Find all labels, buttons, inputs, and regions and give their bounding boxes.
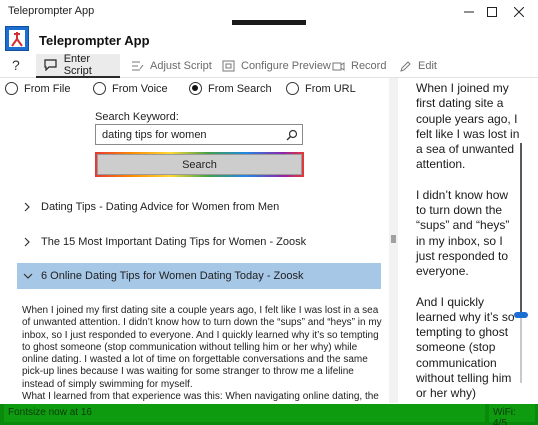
status-message: Fontsize now at 16 bbox=[4, 404, 485, 422]
result-item[interactable] bbox=[17, 229, 381, 255]
script-source-pane bbox=[0, 78, 389, 403]
chevron-right-icon bbox=[23, 202, 41, 212]
tab-record[interactable] bbox=[331, 54, 386, 78]
radio-indicator bbox=[93, 82, 106, 95]
wifi-status: WiFi: 4/5 bbox=[489, 404, 535, 422]
tab-label: Edit bbox=[418, 60, 437, 72]
radio-from-url[interactable] bbox=[286, 82, 356, 95]
radio-label: From Voice bbox=[112, 82, 168, 95]
record-icon bbox=[331, 60, 345, 72]
chat-icon bbox=[44, 59, 58, 71]
article-body: When I joined my first dating site a couple years ago, I felt like I was lost in a sea of unwanted attention. I didn’t know how to turn down the “sups” and “heys” in my inbox, so I just responded to everyone. And I quickly learned why it’s so tempting to ghost someone (stop communication without telling him or her why) while online dating. I wasted a lot of time on forgettable conversations and the same pick-up lines because I was waiting for some stranger to throw me a lifeline instead of simply swimming for myself. bbox=[22, 305, 382, 390]
teleprompter-preview bbox=[406, 78, 532, 403]
search-keyword-label: Search Keyword: bbox=[95, 111, 179, 123]
article-tail: What I learned from that experience was this: When navigating online dating, the bbox=[22, 391, 379, 403]
radio-from-file[interactable] bbox=[5, 82, 70, 95]
radio-indicator bbox=[189, 82, 202, 95]
radio-label: From File bbox=[24, 82, 71, 95]
preview-paragraph: I didn’t know how to turn down the “sups” and “heys” in my inbox, so I just responded to everyone. bbox=[416, 187, 510, 279]
chevron-right-icon bbox=[23, 237, 41, 247]
tab-label: Record bbox=[351, 60, 387, 72]
radio-indicator bbox=[5, 82, 18, 95]
list-edit-icon bbox=[130, 60, 144, 72]
window-titlebar[interactable] bbox=[0, 0, 538, 24]
tab-label: Configure Preview bbox=[241, 60, 331, 72]
tab-configure-preview[interactable] bbox=[221, 54, 331, 78]
pencil-icon bbox=[398, 60, 412, 72]
left-pane-scrollbar[interactable] bbox=[389, 78, 398, 403]
tab-adjust-script[interactable] bbox=[130, 54, 212, 78]
slider-thumb[interactable] bbox=[514, 312, 528, 318]
radio-label: From Search bbox=[208, 82, 272, 95]
preview-icon bbox=[221, 60, 235, 72]
preview-paragraph: And I quickly learned why it’s so tempting to ghost someone (stop communication without telling him or her why) bbox=[416, 294, 515, 401]
radio-indicator bbox=[286, 82, 299, 95]
radio-label: From URL bbox=[305, 82, 356, 95]
result-item-expanded[interactable] bbox=[17, 263, 381, 289]
radio-from-search[interactable] bbox=[189, 82, 272, 95]
search-button[interactable]: Search bbox=[97, 154, 302, 175]
scrollbar-thumb[interactable] bbox=[391, 235, 396, 243]
help-button[interactable]: ? bbox=[12, 57, 20, 73]
preview-paragraph: When I joined my first dating site a couple years ago, I felt like I was lost in a sea of unwanted attention. bbox=[416, 81, 520, 172]
tab-label: Adjust Script bbox=[150, 60, 212, 72]
search-icon[interactable] bbox=[286, 129, 298, 141]
tab-enter-script[interactable] bbox=[36, 54, 120, 78]
radio-from-voice[interactable] bbox=[93, 82, 168, 95]
result-title: 6 Online Dating Tips for Women Dating Today - Zoosk bbox=[41, 270, 304, 282]
drag-handle[interactable] bbox=[232, 20, 306, 25]
slider-fill bbox=[520, 143, 522, 316]
preview-text bbox=[416, 81, 520, 403]
search-input[interactable] bbox=[95, 124, 303, 145]
chevron-down-icon bbox=[23, 272, 41, 280]
article-text bbox=[22, 305, 382, 403]
tab-label: Enter Script bbox=[63, 53, 92, 77]
teleprompter-logo-icon bbox=[5, 26, 29, 51]
app-title: Teleprompter App bbox=[39, 33, 150, 48]
close-icon[interactable] bbox=[496, 0, 538, 24]
tab-edit[interactable] bbox=[398, 54, 437, 78]
result-title: The 15 Most Important Dating Tips for Women - Zoosk bbox=[41, 236, 307, 248]
search-button-frame bbox=[95, 152, 304, 177]
window-title: Teleprompter App bbox=[8, 5, 95, 17]
result-item[interactable] bbox=[17, 194, 381, 220]
result-title: Dating Tips - Dating Advice for Women from Men bbox=[41, 201, 280, 213]
